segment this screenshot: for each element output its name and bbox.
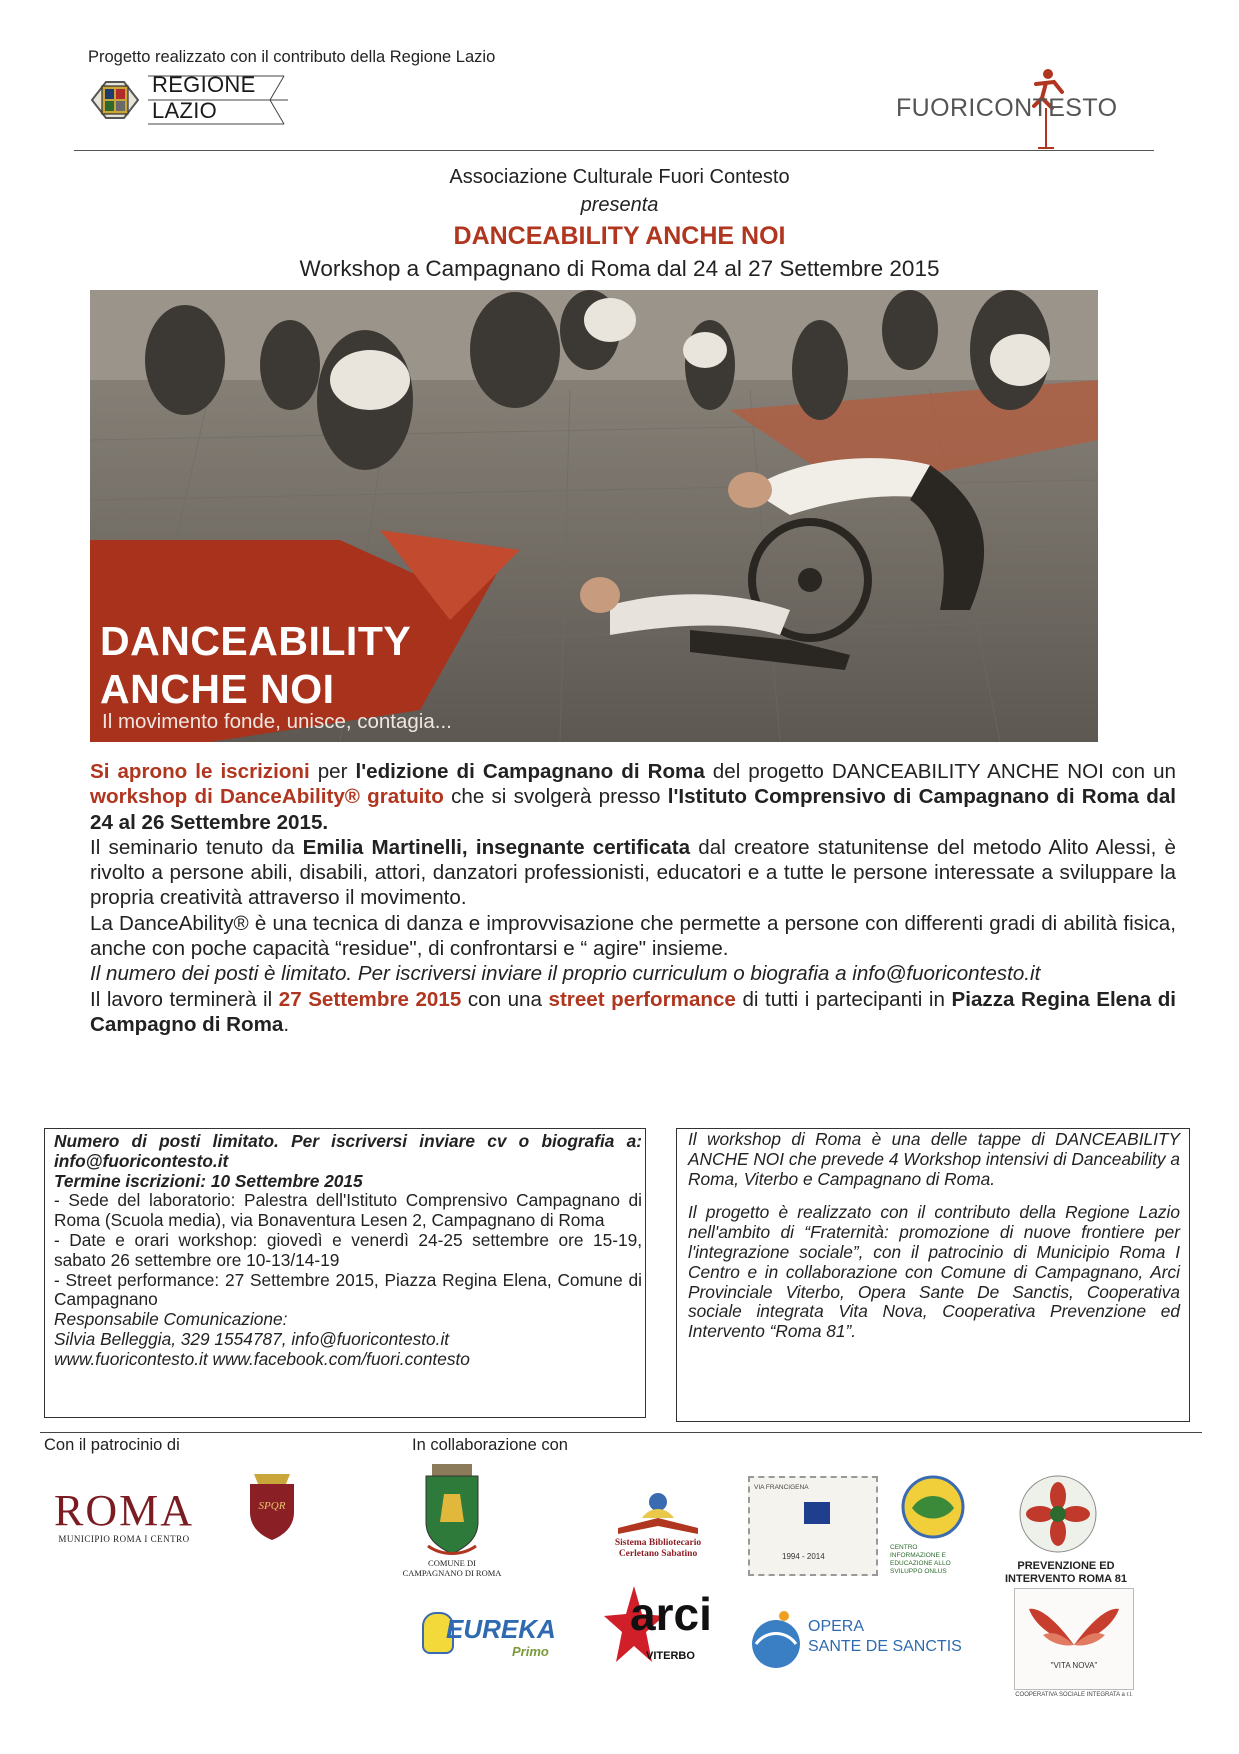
campagnano-label	[392, 1558, 512, 1578]
council-of-europe-icon	[804, 1502, 830, 1524]
centro-informazione-logo	[888, 1472, 978, 1542]
body-paragraph-1	[90, 759, 1176, 835]
prevenzione-line-1: PREVENZIONE ED	[1017, 1560, 1115, 1572]
collaborazione-label: In collaborazione con	[412, 1436, 568, 1454]
opera-sante-logo	[750, 1606, 980, 1676]
body-text-run: Il lavoro terminerà il	[90, 987, 279, 1011]
regione-line-1: REGIONE	[152, 72, 256, 97]
association-name: Associazione Culturale Fuori Contesto	[449, 166, 790, 188]
info-responsabile-label: Responsabile Comunicazione:	[54, 1309, 288, 1330]
campagnano-line-2: CAMPAGNANO DI ROMA	[402, 1568, 502, 1578]
francigena-label: VIA FRANCIGENA	[754, 1484, 809, 1491]
body-paragraph-3: La DanceAbility® è una tecnica di danza e improvvisazione che permette a persone con differenti gradi di abilità fisica, anche con poche capacità “residue", di confrontarsi e “ agire" insieme.	[90, 911, 1176, 961]
via-francigena-stamp	[748, 1476, 878, 1576]
edition-highlight: l'edizione di Campagnano di Roma	[355, 760, 705, 783]
prevenzione-flower-icon	[1016, 1472, 1100, 1556]
roma-municipio-logo	[44, 1488, 204, 1544]
photo-title	[100, 617, 411, 713]
body-paragraph-5	[90, 987, 1176, 1038]
date-highlight: 27 Settembre 2015	[278, 987, 462, 1011]
event-subtitle: Workshop a Campagnano di Roma dal 24 al 27 Settembre 2015	[299, 256, 940, 281]
info-box-left-content	[54, 1132, 642, 1370]
centro-line-2: INFORMAZIONE E	[890, 1552, 946, 1559]
body-paragraph-4: Il numero dei posti è limitato. Per iscriversi inviare il proprio curriculum o biografia a info@fuoricontesto.it	[90, 962, 1041, 986]
info-contatto: Silvia Belleggia, 329 1554787, info@fuoricontesto.it	[54, 1328, 450, 1349]
regione-lazio-wordmark	[152, 72, 256, 124]
body-text-run: .	[283, 1012, 290, 1036]
campagnano-crest-icon	[412, 1460, 492, 1560]
header-note: Progetto realizzato con il contributo della Regione Lazio	[88, 48, 496, 66]
body-text-run: Il seminario tenuto da	[90, 835, 303, 859]
spqr-text: SPQR	[258, 1500, 286, 1512]
info-posti: Numero di posti limitato. Per iscriversi inviare cv o biografia a: info@fuoricontesto.it	[54, 1131, 642, 1171]
venue-highlight: l'Istituto Comprensivo di Campagnano di Roma dal 24 al 26 Settembre 2015.	[90, 785, 1177, 834]
event-title: DANCEABILITY ANCHE NOI	[453, 222, 786, 250]
vita-nova-sub: COOPERATIVA SOCIALE INTEGRATA a r.l.	[1015, 1692, 1133, 1698]
opera-sphere-icon	[750, 1610, 802, 1670]
book-icon	[612, 1488, 704, 1538]
spqr-crest-icon	[244, 1472, 300, 1542]
info-websites: www.fuoricontesto.it www.facebook.com/fuori.contesto	[54, 1348, 470, 1369]
francigena-years: 1994 - 2014	[782, 1552, 825, 1561]
presenta-label: presenta	[580, 194, 659, 216]
project-tappe: Il workshop di Roma è una delle tappe di DANCEABILITY ANCHE NOI che prevede 4 Workshop intensivi di Danceability a Roma, Viterbo e Campagnano di Roma.	[688, 1129, 1180, 1189]
centro-line-1: CENTRO	[890, 1544, 918, 1551]
arci-sub: VITERBO	[646, 1650, 695, 1662]
roma-subtitle: MUNICIPIO ROMA I CENTRO	[58, 1534, 190, 1544]
workshop-highlight: workshop di DanceAbility® gratuito	[90, 785, 444, 809]
body-text-run: con una	[461, 987, 549, 1011]
prevenzione-line-2: INTERVENTO ROMA 81	[1004, 1573, 1128, 1585]
centro-line-3: EDUCAZIONE ALLO	[890, 1560, 951, 1567]
info-box-right-content	[688, 1130, 1180, 1356]
photo-title-line-1: DANCEABILITY	[100, 618, 412, 664]
eureka-sub: Primo	[512, 1644, 549, 1659]
opera-line-1: OPERA	[808, 1618, 865, 1635]
opera-line-2: SANTE DE SANCTIS	[808, 1638, 962, 1655]
prevenzione-label	[1000, 1560, 1132, 1586]
centro-line-4: SVILUPPO ONLUS	[890, 1568, 947, 1575]
biblio-label	[596, 1538, 720, 1560]
regione-line-2: LAZIO	[152, 98, 218, 123]
footer-divider	[40, 1432, 1202, 1433]
iscrizioni-highlight: Si aprono le iscrizioni	[90, 760, 310, 783]
header-divider	[74, 150, 1154, 151]
body-text	[90, 759, 1176, 1037]
body-paragraph-2	[90, 835, 1176, 911]
info-termine: Termine iscrizioni: 10 Settembre 2015	[54, 1170, 363, 1191]
fuoricontesto-wordmark: FUORICONTESTO	[896, 94, 1118, 122]
photo-tagline: Il movimento fonde, unisce, contagia...	[102, 710, 452, 733]
biblio-line-2: Cerletano Sabatino	[618, 1549, 698, 1559]
biblio-line-1: Sistema Bibliotecario	[614, 1538, 702, 1548]
campagnano-line-1: COMUNE DI	[428, 1558, 476, 1568]
teacher-highlight: Emilia Martinelli, insegnante certificata	[302, 835, 691, 859]
eureka-wordmark: EUREKA	[446, 1614, 556, 1644]
street-performance-highlight: street performance	[548, 987, 736, 1011]
body-text-run: di tutti i partecipanti in	[735, 987, 952, 1011]
photo-title-line-2: ANCHE NOI	[100, 666, 335, 712]
info-street: - Street performance: 27 Settembre 2015, Piazza Regina Elena, Comune di Campagnano	[54, 1269, 642, 1310]
roma-wordmark: ROMA	[53, 1486, 195, 1535]
piazza-highlight: Piazza Regina Elena di Campagno di Roma	[90, 987, 1177, 1036]
patrocinio-label: Con il patrocinio di	[44, 1436, 180, 1454]
project-contributo: Il progetto è realizzato con il contributo della Regione Lazio nell'ambito di “Fraternità: promozione di nuove frontiere per l'integrazione sociale”, con il patrocinio di Municipio Roma I Centro e in collaborazione con Comune di Campagnano, Arci Provinciale Viterbo, Opera Sante De Sanctis, Cooperativa sociale integrata Vita Nova, Cooperativa Prevenzione ed Intervento “Roma 81”.	[688, 1202, 1180, 1342]
arci-wordmark: arci	[630, 1588, 712, 1640]
body-text-run: che si svolgerà presso	[443, 785, 668, 809]
body-text-run: dal creatore statunitense del metodo Alito Alessi, è rivolto a persone abili, disabili, attori, danzatori professionisti, educatori e a tutte le persone interessate a sviluppare la propria creatività attraverso il movimento.	[90, 835, 1176, 910]
centro-label	[890, 1544, 990, 1576]
butterfly-icon	[1015, 1589, 1133, 1659]
info-sede: - Sede del laboratorio: Palestra dell'Istituto Comprensivo Campagnano di Roma (Scuola media), via Bonaventura Lesen 2, Campagnano di Roma	[54, 1190, 642, 1231]
vita-nova-label: "VITA NOVA"	[1050, 1661, 1098, 1670]
vita-nova-logo	[1014, 1588, 1134, 1690]
info-orari: - Date e orari workshop: giovedì e venerdì 24-25 settembre ore 15-19, sabato 26 settembre ore 10-13/14-19	[54, 1229, 642, 1270]
body-text-run: per	[309, 760, 356, 783]
arci-logo	[604, 1586, 712, 1676]
eureka-logo	[420, 1606, 570, 1666]
body-text-run: del progetto DANCEABILITY ANCHE NOI con un	[704, 760, 1176, 783]
